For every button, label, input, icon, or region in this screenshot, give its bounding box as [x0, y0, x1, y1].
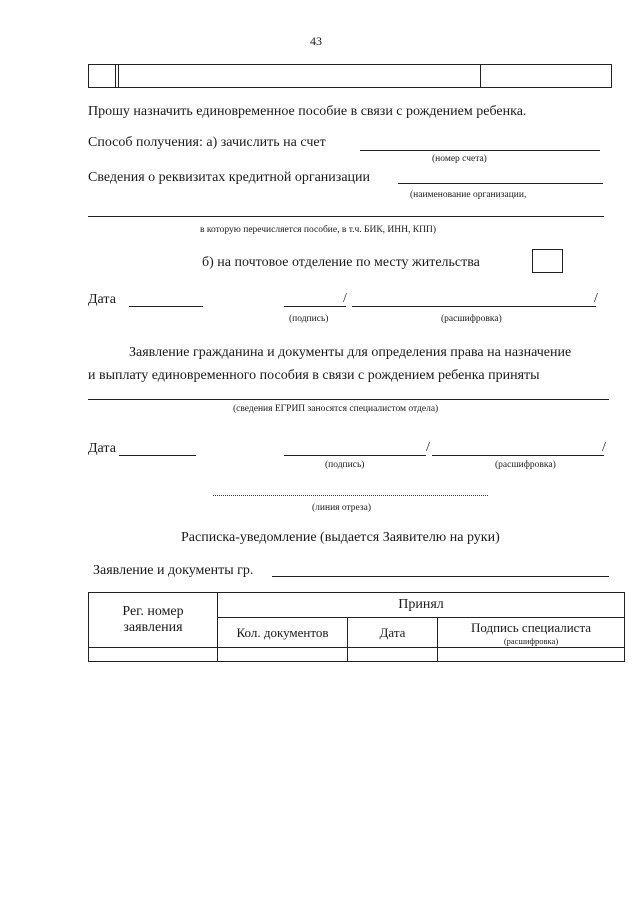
- bank-details-caption: в которую перечисляется пособие, в т.ч. БИК, ИНН, КПП): [200, 225, 436, 235]
- date-field[interactable]: [129, 306, 203, 307]
- reg-number-line2: заявления: [123, 620, 183, 635]
- date-label: Дата: [88, 292, 116, 307]
- signature-field[interactable]: [284, 306, 346, 307]
- date-header: Дата: [348, 618, 438, 648]
- top-table-divider: [115, 64, 116, 87]
- reg-number-cell[interactable]: [89, 648, 218, 662]
- account-number-field[interactable]: [360, 150, 600, 151]
- bank-name-field[interactable]: [398, 183, 603, 184]
- receipt-title: Расписка-уведомление (выдается Заявителю на руки): [181, 530, 500, 545]
- top-table-divider: [480, 64, 481, 87]
- signature-caption: (подпись): [289, 314, 329, 324]
- signature2-slash: /: [426, 440, 430, 455]
- specialist-signature-label: Подпись специалиста: [470, 619, 592, 635]
- cut-caption: (линия отреза): [312, 503, 372, 513]
- egrip-caption: (сведения ЕГРИП заносятся специалистом отдела): [233, 404, 439, 414]
- decode2-caption: (расшифровка): [495, 460, 556, 470]
- decode2-slash: /: [602, 440, 606, 455]
- request-text: Прошу назначить единовременное пособие в связи с рождением ребенка.: [88, 104, 527, 119]
- reg-number-header: [89, 593, 218, 648]
- signature2-caption: (подпись): [325, 460, 365, 470]
- bank-details-field[interactable]: [88, 216, 604, 217]
- decode2-field[interactable]: [432, 455, 604, 456]
- specialist-header: [438, 618, 625, 648]
- doc-count-header: Кол. документов: [218, 618, 348, 648]
- option-a-text: а) зачислить на счет: [206, 135, 326, 150]
- signature-slash: /: [343, 291, 347, 306]
- top-table-divider: [118, 64, 119, 87]
- account-caption: (номер счета): [432, 154, 487, 164]
- signature2-field[interactable]: [284, 455, 426, 456]
- decode-field[interactable]: [352, 306, 596, 307]
- date2-field[interactable]: [119, 455, 196, 456]
- acceptance-line-2: и выплату единовременного пособия в связи с рождением ребенка приняты: [88, 368, 540, 383]
- cut-line: [213, 495, 488, 496]
- decode-slash: /: [594, 291, 598, 306]
- acceptance-line-1: Заявление гражданина и документы для определения права на назначение: [129, 345, 572, 360]
- egrip-field[interactable]: [88, 399, 609, 400]
- page-number: 43: [310, 34, 322, 48]
- option-b-text: б) на почтовое отделение по месту жительства: [202, 255, 480, 270]
- reg-number-line1: Рег. номер: [122, 604, 184, 619]
- post-office-checkbox[interactable]: [532, 249, 563, 273]
- doc-count-cell[interactable]: [218, 648, 348, 662]
- specialist-caption: (расшифровка): [503, 635, 559, 646]
- method-label: [88, 135, 326, 151]
- receipt-name-field[interactable]: [272, 576, 609, 577]
- top-table-fragment: [88, 64, 612, 88]
- date-cell[interactable]: [348, 648, 438, 662]
- accepted-header: Принял: [218, 593, 625, 618]
- date2-label: Дата: [88, 441, 116, 456]
- decode-caption: (расшифровка): [441, 314, 502, 324]
- specialist-cell[interactable]: [438, 648, 625, 662]
- receipt-docs-label: Заявление и документы гр.: [93, 563, 254, 578]
- method-label-text: Способ получения:: [88, 135, 203, 150]
- bank-name-caption: (наименование организации,: [410, 190, 527, 200]
- receipt-table: [88, 592, 625, 662]
- bank-label: Сведения о реквизитах кредитной организации: [88, 170, 371, 185]
